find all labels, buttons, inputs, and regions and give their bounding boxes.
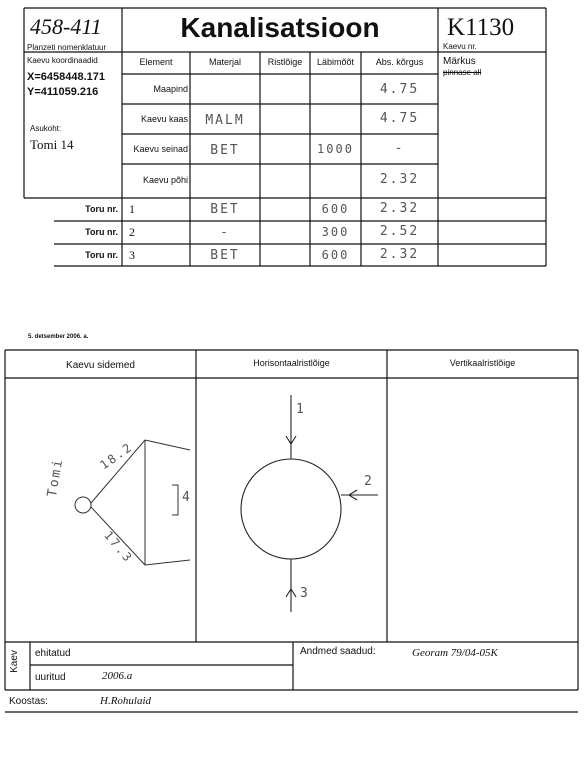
author-label: Koostas: xyxy=(9,696,48,707)
pipe-nr: 2 xyxy=(129,225,135,239)
coord-x: X=6458448.171 xyxy=(27,71,105,83)
row-material: MALM xyxy=(205,113,245,128)
page-title: Kanalisatsioon xyxy=(180,12,380,43)
source-value: Georam 79/04-05K xyxy=(412,647,498,659)
horizontal-section-sketch xyxy=(241,395,378,612)
pipe-label: Toru nr. xyxy=(85,250,118,260)
col-diameter: Läbimõõt xyxy=(316,57,355,67)
pipe-height: 2.52 xyxy=(379,224,420,239)
pipe-height: 2.32 xyxy=(379,201,420,216)
well-id: K1130 xyxy=(447,14,515,41)
row-material: BET xyxy=(210,143,240,158)
built-label: ehitatud xyxy=(35,648,71,659)
surveyed-label: uuritud xyxy=(35,672,66,683)
col-material: Materjal xyxy=(208,57,241,67)
nomenclature-label: Planzeti nomenklatuur xyxy=(27,43,107,52)
pipe-material: - xyxy=(220,225,230,240)
pipe-diameter: 600 xyxy=(321,202,350,216)
col-well-ties: Kaevu sidemed xyxy=(66,360,135,371)
surveyed-value: 2006.a xyxy=(102,670,133,682)
sketch-side-text: Tomi xyxy=(44,456,67,499)
pipe-nr: 3 xyxy=(129,248,135,262)
coords-label: Kaevu koordinaadid xyxy=(27,56,98,65)
row-diameter: 1000 xyxy=(317,142,354,156)
row-element: Kaevu kaas xyxy=(140,114,188,124)
well-id-label: Kaevu nr. xyxy=(443,42,477,51)
coord-y: Y=411059.216 xyxy=(27,86,99,98)
pipe-height: 2.32 xyxy=(379,247,420,262)
row-element: Maapind xyxy=(153,84,188,94)
pipe-material: BET xyxy=(210,202,240,217)
pipe-label-3: 3 xyxy=(300,586,310,601)
pipe-label: Toru nr. xyxy=(85,227,118,237)
remarks-label: Märkus xyxy=(443,56,476,67)
row-height: 4.75 xyxy=(379,82,420,97)
row-element: Kaevu seinad xyxy=(133,144,188,154)
col-abs-height: Abs. kõrgus xyxy=(375,57,424,67)
remarks-struck: pinnase all xyxy=(443,68,482,77)
row-height: - xyxy=(394,141,405,156)
pipe-diameter: 600 xyxy=(321,248,350,262)
pipe-diameter: 300 xyxy=(321,225,350,239)
kaev-label: Kaev xyxy=(8,650,20,673)
col-vertical-section: Vertikaalristlõige xyxy=(449,358,516,368)
address-value: Tomi 14 xyxy=(30,137,74,152)
pipe-label-1: 1 xyxy=(296,402,306,417)
row-height: 4.75 xyxy=(379,111,420,126)
author-value: H.Rohulaid xyxy=(100,695,152,707)
row-element: Kaevu põhi xyxy=(142,175,188,185)
pipe-label-2: 2 xyxy=(364,474,374,489)
col-element: Element xyxy=(139,57,173,67)
pipe-nr: 1 xyxy=(129,202,135,216)
col-horizontal-section: Horisontaalristlõige xyxy=(253,358,330,368)
sketch-dist-top: 18.2 xyxy=(97,439,136,473)
well-ties-sketch xyxy=(75,440,190,565)
row-height: 2.32 xyxy=(379,172,420,187)
address-label: Asukoht: xyxy=(30,124,62,133)
date-note: 5. detsember 2006. a. xyxy=(28,334,89,340)
col-cross-section: Ristlõige xyxy=(267,57,303,67)
pipe-material: BET xyxy=(210,248,240,263)
nomenclature-number: 458-411 xyxy=(30,14,102,39)
sketch-dist-bottom: 17.3 xyxy=(101,528,136,566)
source-label: Andmed saadud: xyxy=(300,646,376,657)
pipe-label: Toru nr. xyxy=(85,204,118,214)
sketch-bracket-num: 4 xyxy=(182,490,192,505)
